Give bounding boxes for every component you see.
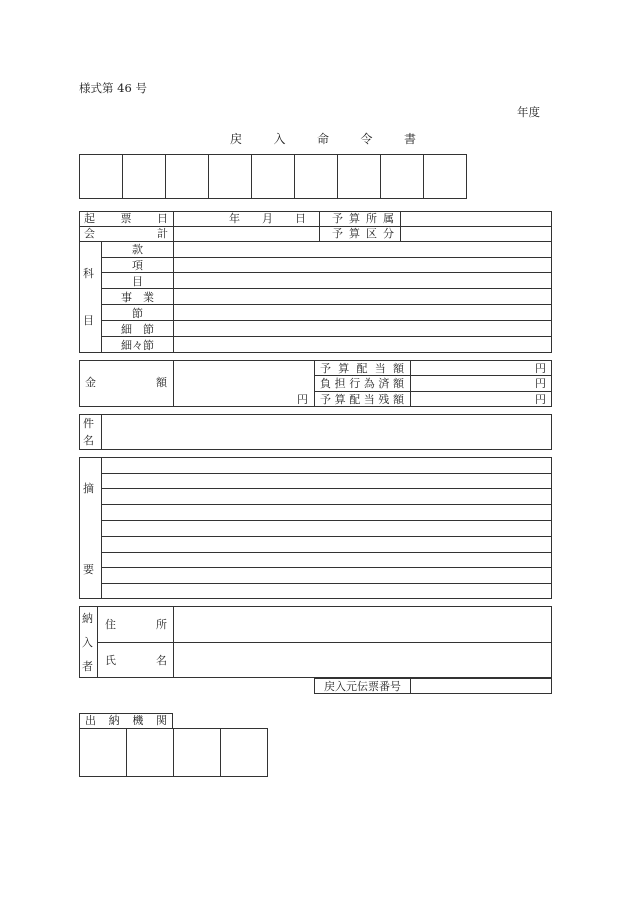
kamoku-item-kan: 款 bbox=[132, 243, 143, 256]
stamp-divider bbox=[294, 154, 295, 199]
payer-side-char: 者 bbox=[82, 660, 93, 673]
committed-amount-label: 負 担 行 為 済 額 bbox=[320, 377, 404, 390]
stamp-divider bbox=[337, 154, 338, 199]
kamoku-fields[interactable] bbox=[174, 242, 551, 352]
budget-dept-field[interactable] bbox=[401, 212, 551, 225]
budget-class-label: 予 算 区 分 bbox=[332, 227, 394, 240]
subject-field[interactable] bbox=[102, 415, 551, 449]
kamoku-item-moku: 目 bbox=[132, 275, 143, 288]
amount-yen-unit: 円 bbox=[297, 393, 308, 406]
treasury-label: 出 納 機 関 bbox=[85, 714, 167, 727]
amount-label: 金 額 bbox=[85, 376, 167, 389]
kamoku-side-label-bottom: 目 bbox=[83, 314, 94, 327]
payer-name-field[interactable] bbox=[174, 643, 551, 677]
title-char: 書 bbox=[403, 132, 416, 146]
issue-date-field[interactable]: 年 月 日 bbox=[229, 212, 306, 225]
budget-dept-label: 予 算 所 属 bbox=[332, 212, 394, 225]
payer-name-label: 氏 名 bbox=[105, 654, 167, 667]
kamoku-side-label-top: 科 bbox=[83, 267, 94, 280]
issue-date-label: 起 票 日 bbox=[84, 212, 168, 225]
origin-voucher-field[interactable] bbox=[411, 679, 551, 693]
subject-label-char1: 件 bbox=[83, 417, 94, 430]
payer-address-label: 住 所 bbox=[105, 618, 167, 631]
stamp-divider bbox=[251, 154, 252, 199]
budget-remaining-unit: 円 bbox=[535, 393, 546, 406]
approval-stamp-grid bbox=[79, 154, 467, 199]
budget-allocation-unit: 円 bbox=[535, 362, 546, 375]
kamoku-item-kou: 項 bbox=[132, 259, 143, 272]
title-char: 戻 bbox=[230, 132, 243, 146]
remarks-label-bottom: 要 bbox=[83, 563, 94, 576]
remarks-field[interactable] bbox=[102, 458, 551, 598]
origin-voucher-label: 戻入元伝票番号 bbox=[324, 680, 401, 693]
kamoku-item-saisetsu: 細 節 bbox=[121, 323, 154, 336]
remarks-label-top: 摘 bbox=[83, 482, 94, 495]
kamoku-item-jigyou: 事 業 bbox=[121, 291, 154, 304]
title-char: 入 bbox=[273, 132, 286, 146]
payer-address-field[interactable] bbox=[174, 607, 551, 641]
stamp-divider bbox=[208, 154, 209, 199]
committed-amount-unit: 円 bbox=[535, 377, 546, 390]
budget-allocation-label: 予 算 配 当 額 bbox=[320, 362, 404, 375]
title-char: 命 bbox=[316, 132, 329, 146]
kamoku-item-saisaisetsu: 細々節 bbox=[121, 339, 154, 352]
subject-label-char2: 名 bbox=[83, 434, 94, 447]
amount-field[interactable] bbox=[174, 361, 313, 406]
budget-class-field[interactable] bbox=[401, 227, 551, 240]
fiscal-year-label: 年度 bbox=[517, 105, 540, 119]
stamp-divider bbox=[423, 154, 424, 199]
stamp-divider bbox=[380, 154, 381, 199]
account-field[interactable] bbox=[174, 227, 318, 240]
stamp-divider bbox=[165, 154, 166, 199]
title-char: 令 bbox=[360, 132, 373, 146]
kamoku-item-setsu: 節 bbox=[132, 307, 143, 320]
payer-side-char: 納 bbox=[82, 612, 93, 625]
payer-side-char: 入 bbox=[82, 636, 93, 649]
budget-remaining-label: 予 算 配 当 残 額 bbox=[320, 393, 404, 406]
account-label: 会 計 bbox=[84, 227, 168, 240]
form-title bbox=[230, 133, 416, 145]
form-number: 様式第 46 号 bbox=[79, 81, 147, 95]
stamp-divider bbox=[122, 154, 123, 199]
